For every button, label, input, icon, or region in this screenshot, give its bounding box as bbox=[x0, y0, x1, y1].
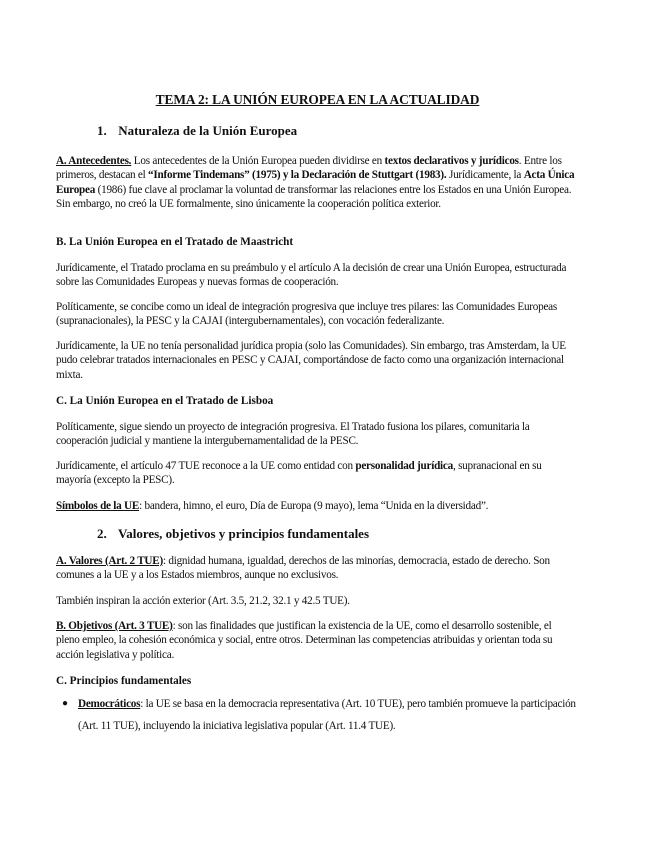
page-title: TEMA 2: LA UNIÓN EUROPEA EN LA ACTUALIDAD bbox=[155, 92, 480, 107]
valores-text: : dignidad humana, igualdad, derechos de las minorías, democracia, estado de derecho. Son comunes a la UE y a los Estados miembros, aunque no exclusivos. bbox=[56, 555, 550, 582]
section-2-heading bbox=[97, 527, 369, 541]
antecedentes-text-3: Jurídicamente, la bbox=[446, 169, 524, 182]
section-2-title: Valores, objetivos y principios fundamentales bbox=[118, 526, 370, 541]
valores-paragraph-2: También inspiran la acción exterior (Art. 3.5, 21.2, 32.1 y 42.5 TUE). bbox=[56, 595, 350, 607]
bullet-text bbox=[78, 693, 578, 737]
maastricht-paragraph-3: Jurídicamente, la UE no tenía personalidad jurídica propia (solo las Comunidades). Sin embargo, tras Amsterdam, la UE pudo celebrar tratados internacionales en PESC y CAJAI, comportándose de facto como una organización internacional mixta. bbox=[56, 340, 566, 381]
simbolos-text: : bandera, himno, el euro, Día de Europa (9 mayo), lema “Unida en la diversidad”. bbox=[139, 500, 489, 512]
antecedentes-text-4: (1986) fue clave al proclamar la voluntad de transformar las relaciones entre los Estados en una Unión Europea. Sin embargo, no creó la UE formalmente, sino únicamente la cooperación política exterior. bbox=[56, 183, 572, 211]
lisboa-paragraph-2 bbox=[56, 459, 576, 488]
objetivos-paragraph bbox=[56, 619, 576, 662]
bullet-icon: ● bbox=[62, 698, 69, 709]
maastricht-paragraph-1: Jurídicamente, el Tratado proclama en su preámbulo y el artículo A la decisión de crear una Unión Europea, estructurada sobre las Comunidades Europeas y nuevas formas de cooperación. bbox=[56, 262, 567, 289]
simbolos-paragraph bbox=[56, 499, 576, 513]
antecedentes-bold-2: “Informe Tindemans” (1975) y la Declaración de Stuttgart (1983). bbox=[148, 169, 447, 182]
principios-heading: C. Principios fundamentales bbox=[56, 675, 192, 687]
maastricht-paragraph-2: Políticamente, se concibe como un ideal de integración progresiva que incluye tres pilares: las Comunidades Europeas (supranacionales), la PESC y la CAJAI (intergubernamentales), con vocación federalizante. bbox=[56, 301, 557, 328]
antecedentes-label: A. Antecedentes. bbox=[56, 155, 132, 167]
section-2-number: 2. bbox=[97, 526, 107, 541]
section-1-number: 1. bbox=[97, 123, 107, 138]
section-1-title: Naturaleza de la Unión Europea bbox=[118, 123, 298, 138]
antecedentes-bold-1: textos declarativos y jurídicos bbox=[384, 155, 519, 167]
objetivos-label: B. Objetivos (Art. 3 TUE) bbox=[56, 620, 173, 632]
lisboa-p2-text-2: , supranacional en su mayoría (excepto la PESC). bbox=[56, 460, 542, 487]
lisboa-heading: C. La Unión Europea en el Tratado de Lisboa bbox=[56, 395, 274, 407]
antecedentes-bold-3: Acta Única Europea bbox=[56, 169, 575, 196]
valores-paragraph bbox=[56, 554, 576, 583]
valores-label: A. Valores (Art. 2 TUE) bbox=[56, 555, 163, 567]
democraticos-text: : la UE se basa en la democracia representativa (Art. 10 TUE), pero también promueve la participación (Art. 11 TUE), incluyendo la iniciativa legislativa popular (Art. 11.4 TUE). bbox=[78, 698, 576, 732]
simbolos-label: Símbolos de la UE bbox=[56, 500, 140, 512]
section-1-heading bbox=[97, 124, 297, 138]
lisboa-paragraph-1: Políticamente, sigue siendo un proyecto de integración progresiva. El Tratado fusiona los pilares, comunitaria la cooperación judicial y mantiene la intergubernamentalidad de la PESC. bbox=[56, 421, 530, 448]
objetivos-text: : son las finalidades que justifican la existencia de la UE, como el desarrollo sostenible, el pleno empleo, la cohesión económica y social, entre otros. Determinan las competencias atribuidas y orientan toda su acción legislativa y política. bbox=[56, 620, 553, 661]
personalidad-juridica-bold: personalidad jurídica bbox=[355, 460, 453, 472]
antecedentes-paragraph bbox=[56, 154, 576, 212]
democraticos-label: Democráticos bbox=[78, 698, 141, 710]
lisboa-p2-text-1: Jurídicamente, el artículo 47 TUE reconoce a la UE como entidad con bbox=[56, 460, 356, 472]
antecedentes-text-2: . Entre los primeros, destacan el bbox=[56, 155, 562, 182]
antecedentes-text-1: Los antecedentes de la Unión Europea pueden dividirse en bbox=[131, 155, 385, 167]
maastricht-heading: B. La Unión Europea en el Tratado de Maastricht bbox=[56, 236, 294, 248]
